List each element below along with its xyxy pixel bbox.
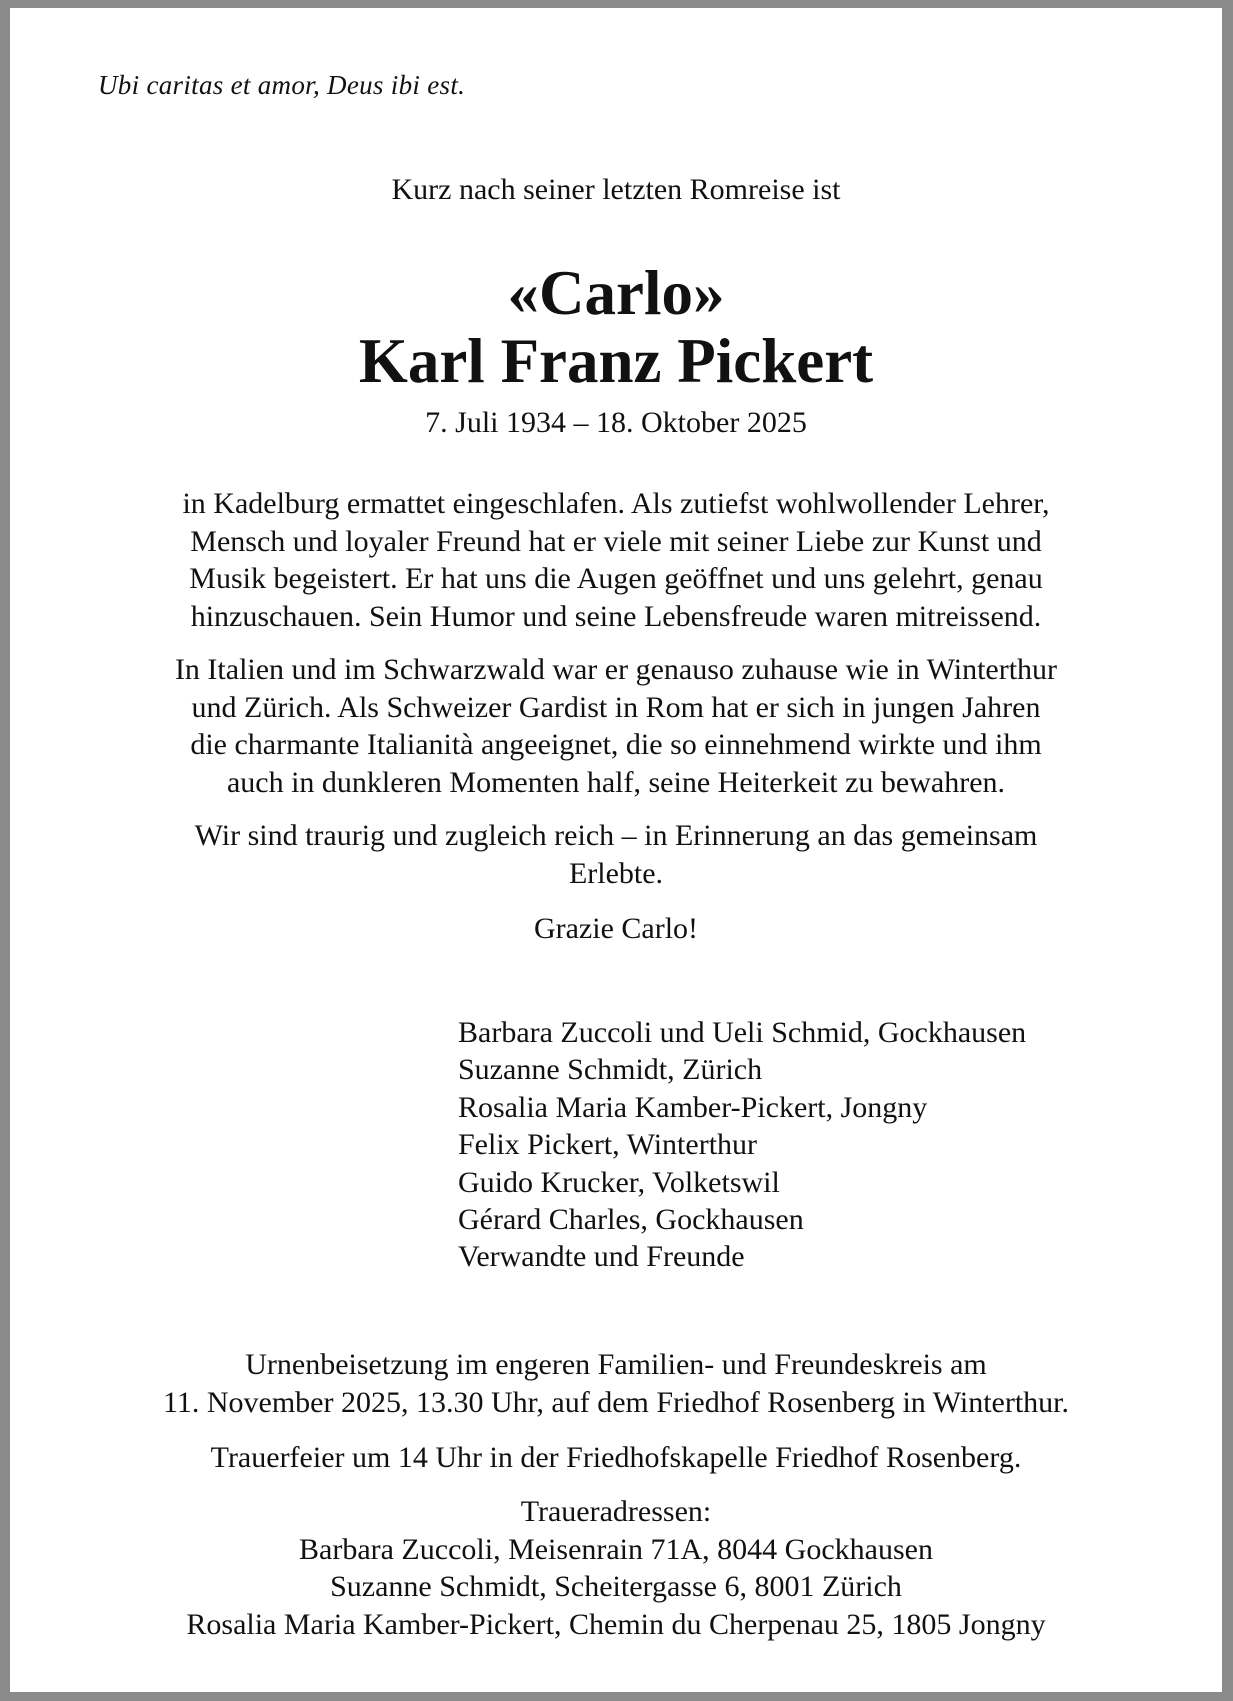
mourner-entry: Barbara Zuccoli und Ueli Schmid, Gockhausen (458, 1016, 1027, 1049)
address-entry: Suzanne Schmidt, Scheitergasse 6, 8001 Zürich (330, 1570, 902, 1603)
paragraph-line: Mensch und loyaler Freund hat er viele mit seiner Liebe zur Kunst und (190, 524, 1042, 558)
mourner-entry: Rosalia Maria Kamber-Pickert, Jongny (458, 1090, 928, 1124)
addresses-heading: Traueradressen: (520, 1495, 712, 1528)
motto: Ubi caritas et amor, Deus ibi est. (98, 70, 466, 100)
address-entry: Rosalia Maria Kamber-Pickert, Chemin du Cherpenau 25, 1805 Jongny (186, 1607, 1046, 1641)
paragraph-farewell (70, 910, 1162, 948)
paragraph-line: Wir sind traurig und zugleich reich – in Erinnerung an das gemeinsam (194, 819, 1038, 852)
paragraph-line: In Italien und im Schwarzwald war er genauso zuhause wie in Winterthur (174, 653, 1058, 686)
life-dates: 7. Juli 1934 – 18. Oktober 2025 (425, 406, 807, 439)
service-line: Trauerfeier um 14 Uhr in der Friedhofskapelle Friedhof Rosenberg. (210, 1441, 1022, 1474)
paragraph-line: auch in dunkleren Momenten half, seine Heiterkeit zu bewahren. (226, 765, 1006, 799)
paragraph-line: hinzuschauen. Sein Humor und seine Lebensfreude waren mitreissend. (190, 599, 1042, 633)
paragraph-line: in Kadelburg ermattet eingeschlafen. Als zutiefst wohlwollender Lehrer, (182, 487, 1050, 520)
mourner-entry: Verwandte und Freunde (458, 1240, 745, 1274)
condolence-addresses (10, 1493, 1222, 1643)
intro-line: Kurz nach seiner letzten Romreise ist (391, 173, 841, 206)
mourners-list (458, 1014, 1026, 1276)
paragraph-line: Erlebte. (568, 856, 664, 890)
obituary-page (10, 8, 1222, 1692)
paragraph-line: die charmante Italianità angeeignet, die so einnehmend wirkte und ihm (190, 728, 1042, 761)
burial-notice (10, 1346, 1222, 1421)
nickname: «Carlo» (507, 258, 725, 328)
paragraph-line: und Zürich. Als Schweizer Gardist in Rom hat er sich in jungen Jahren (191, 690, 1041, 724)
paragraph-line: Musik begeistert. Er hat uns die Augen geöffnet und uns gelehrt, genau (189, 562, 1043, 595)
paragraph-line: Grazie Carlo! (533, 912, 699, 945)
service-notice (10, 1439, 1222, 1477)
burial-line: Urnenbeisetzung im engeren Familien- und Freundeskreis am (245, 1348, 987, 1381)
mourner-entry: Suzanne Schmidt, Zürich (458, 1053, 763, 1087)
mourner-entry: Guido Krucker, Volketswil (458, 1165, 780, 1199)
paragraph-memory (70, 817, 1162, 892)
address-entry: Barbara Zuccoli, Meisenrain 71A, 8044 Gockhausen (299, 1532, 933, 1566)
paragraph-italy (70, 651, 1162, 801)
mourner-entry: Gérard Charles, Gockhausen (458, 1203, 804, 1237)
mourner-entry: Felix Pickert, Winterthur (458, 1128, 758, 1162)
full-name: Karl Franz Pickert (358, 326, 874, 396)
burial-line: 11. November 2025, 13.30 Uhr, auf dem Friedhof Rosenberg in Winterthur. (162, 1385, 1070, 1419)
paragraph-tribute (70, 485, 1162, 635)
